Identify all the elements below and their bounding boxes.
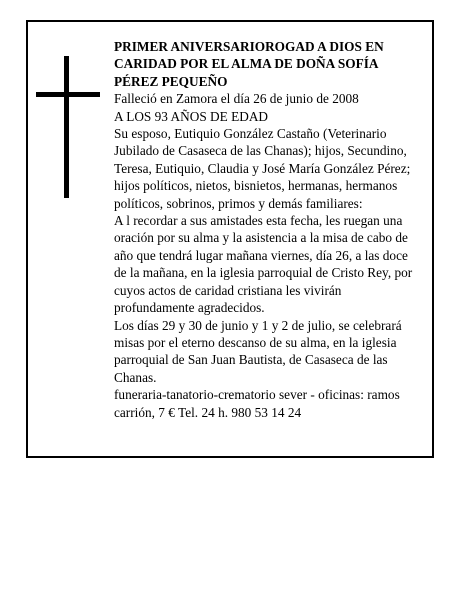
- cross-vertical-bar: [64, 56, 69, 198]
- funeral-home-info: funeraria-tanatorio-crematorio sever - oficinas: ramos carrión, 7 € Tel. 24 h. 980 53 14 24: [114, 387, 400, 420]
- age-line: A LOS 93 AÑOS DE EDAD: [114, 108, 269, 124]
- obituary-headline: PRIMER ANIVERSARIOROGAD A DIOS EN CARIDAD POR EL ALMA DE DOÑA SOFÍA PÉREZ PEQUEÑO: [114, 39, 384, 89]
- cross-horizontal-bar: [36, 92, 100, 97]
- death-info: Falleció en Zamora el día 26 de junio de 2008: [114, 91, 359, 107]
- cross-icon: [36, 56, 100, 198]
- obituary-text: [114, 38, 422, 421]
- mass-request: A l recordar a sus amistades esta fecha, les ruegan una oración por su alma y la asistencia a la misa de cabo de año que tendrá lugar mañana viernes, día 26, a las doce de la mañana, en la iglesia parroquial de Cristo Rey, por cuyos actos de caridad cristiana les vivirán profundamente agradecidos.: [114, 213, 413, 316]
- family-members: Su esposo, Eutiquio González Castaño (Veterinario Jubilado de Casaseca de las Chanas); hijos, Secundino, Teresa, Eutiquio, Claudia y José María González Pérez; hijos políticos, nietos, bisnietos, hermanas, hermanos políticos, sobrinos, primos y demás familiares:: [114, 126, 411, 211]
- masses-schedule: Los días 29 y 30 de junio y 1 y 2 de julio, se celebrará misas por el eterno descanso de su alma, en la iglesia parroquial de San Juan Bautista, de Casaseca de las Chanas.: [114, 317, 402, 385]
